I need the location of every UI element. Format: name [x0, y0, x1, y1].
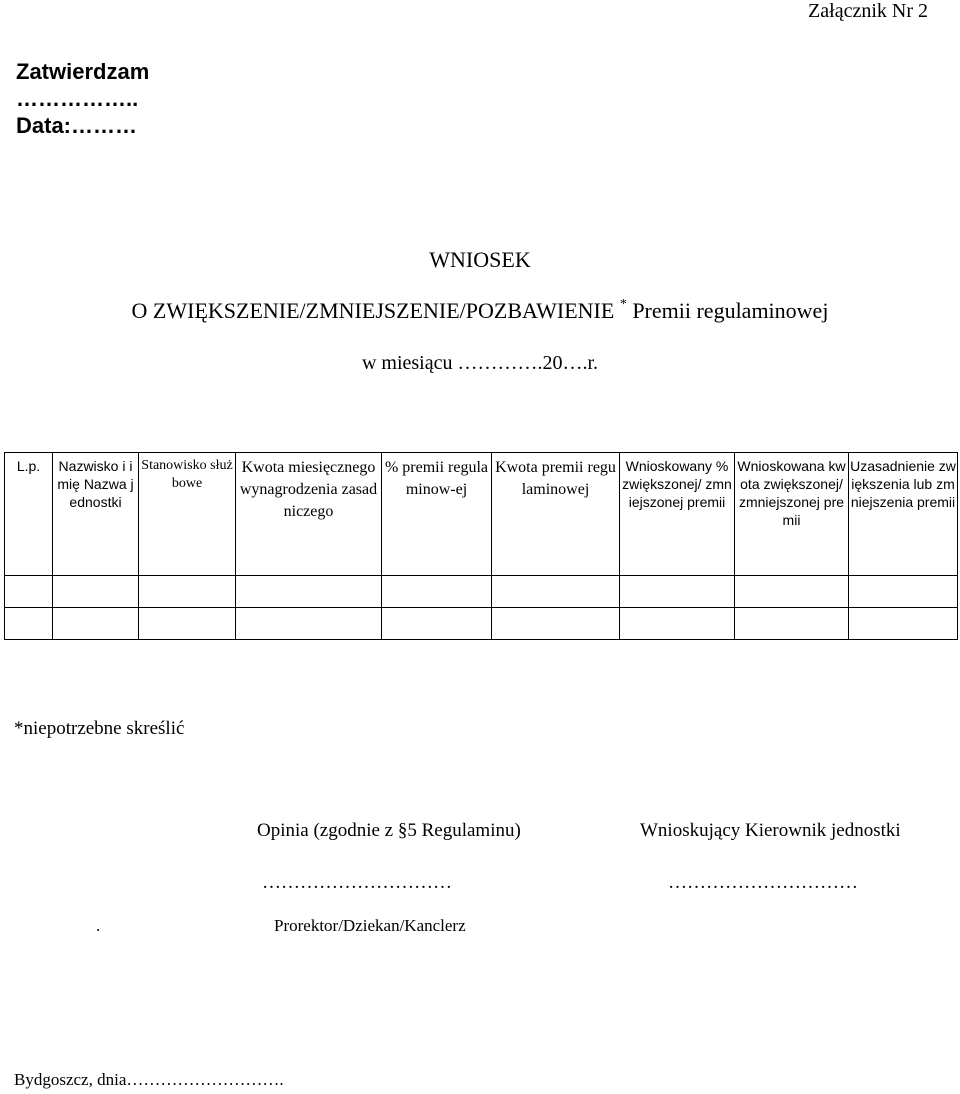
approval-word: Zatwierdzam [16, 59, 150, 84]
annex-label: Załącznik Nr 2 [808, 0, 928, 22]
col-header-base-salary: Kwota miesięcznego wynagrodzenia zasadniczego [236, 453, 382, 576]
table-header-row [5, 453, 958, 576]
table-cell[interactable] [5, 608, 53, 640]
table-cell[interactable] [53, 576, 139, 608]
col-header-justification: Uzasadnienie zwiększenia lub zmniejszenia premii [849, 453, 958, 576]
table-cell[interactable] [382, 608, 492, 640]
month-line: w miesiącu ………….20….r. [361, 352, 599, 374]
table-cell[interactable] [236, 576, 382, 608]
table-cell[interactable] [53, 608, 139, 640]
table-cell[interactable] [735, 608, 849, 640]
footnote-text: *niepotrzebne skreślić [14, 718, 185, 739]
table-row [5, 576, 958, 608]
city-date-line: Bydgoszcz, dnia………………………. [14, 1070, 284, 1089]
col-header-name: Nazwisko i imię Nazwa jednostki [53, 453, 139, 576]
table-row [5, 608, 958, 640]
opinion-signature-dots: ………………………… [262, 872, 452, 893]
col-header-bonus-amount: Kwota premii regulaminowej [492, 453, 620, 576]
table-cell[interactable] [5, 576, 53, 608]
approval-block [16, 58, 316, 139]
table-cell[interactable] [620, 576, 735, 608]
table-cell[interactable] [735, 576, 849, 608]
table-cell[interactable] [849, 576, 958, 608]
col-header-lp: L.p. [5, 453, 53, 576]
approval-date: Data:……… [16, 113, 138, 138]
opinion-label: Opinia (zgodnie z §5 Regulaminu) [257, 820, 521, 841]
col-header-requested-percent: Wnioskowany % zwiększonej/ zmniejszonej premii [620, 453, 735, 576]
document-title: WNIOSEK [429, 247, 531, 272]
col-header-bonus-percent: % premii regulaminow-ej [382, 453, 492, 576]
role-label: Prorektor/Dziekan/Kanclerz [274, 916, 466, 935]
table-cell[interactable] [620, 608, 735, 640]
bonus-table [4, 452, 958, 640]
table-cell[interactable] [236, 608, 382, 640]
applicant-signature-dots: ………………………… [668, 872, 858, 893]
table-cell[interactable] [492, 608, 620, 640]
subtitle-main: O ZWIĘKSZENIE/ZMNIEJSZENIE/POZBAWIENIE [131, 298, 615, 323]
footnote-mark: * [619, 296, 627, 312]
table-cell[interactable] [849, 608, 958, 640]
stray-dot: . [96, 916, 101, 935]
approval-signature-dots: …………….. [16, 86, 139, 111]
subtitle-tail: Premii regulaminowej [632, 298, 829, 323]
col-header-requested-amount: Wnioskowana kwota zwiększonej/ zmniejszonej premii [735, 453, 849, 576]
applicant-label: Wnioskujący Kierownik jednostki [640, 820, 901, 841]
table-cell[interactable] [139, 576, 236, 608]
col-header-position: Stanowisko służbowe [139, 453, 236, 576]
table-cell[interactable] [139, 608, 236, 640]
document-subtitle [0, 298, 960, 324]
table-cell[interactable] [382, 576, 492, 608]
table-cell[interactable] [492, 576, 620, 608]
